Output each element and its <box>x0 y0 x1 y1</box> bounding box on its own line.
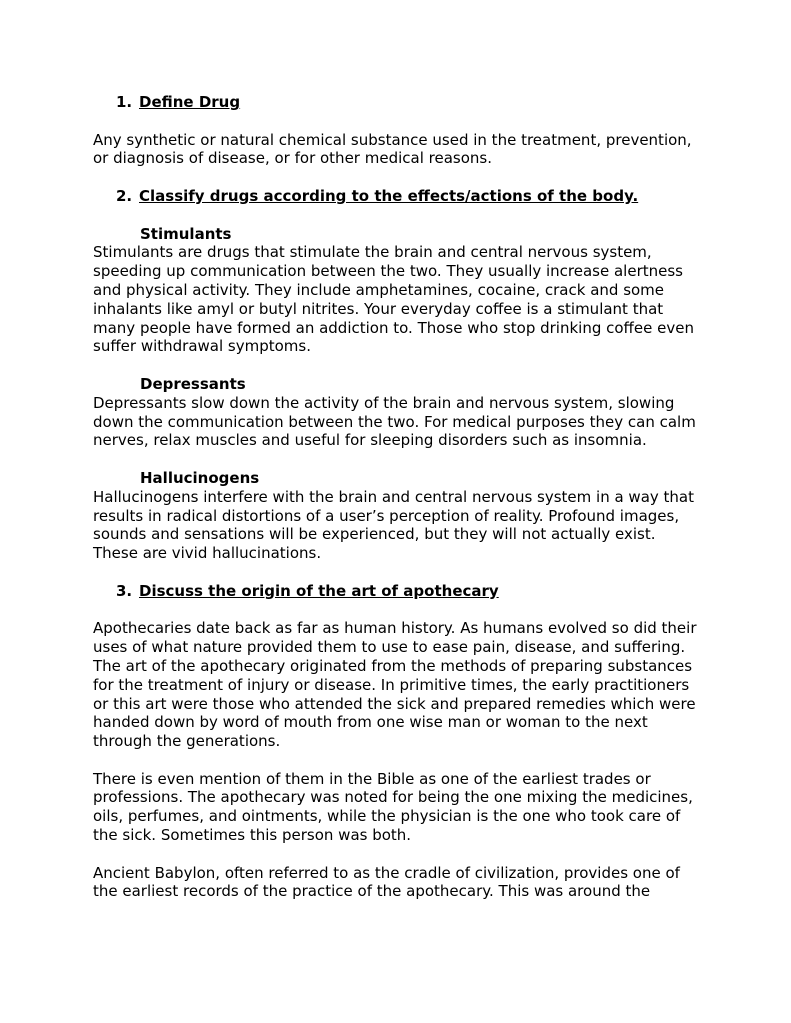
stimulants-heading: Stimulants <box>140 224 232 243</box>
apothecary-paragraph-3: Ancient Babylon, often referred to as the cradle of civilization, provides one of the earliest records of the practice of the apothecary. This was around the <box>93 863 680 901</box>
depressants-paragraph: Depressants slow down the activity of the brain and nervous system, slowing down the communication between the two. For medical purposes they can calm nerves, relax muscles and useful for sleeping disorders such as insomnia. <box>93 393 696 450</box>
stimulants-paragraph: Stimulants are drugs that stimulate the brain and central nervous system, speeding up communication between the two. They usually increase alertness and physical activity. They include amphetamines, cocaine, crack and some inhalants like amyl or butyl nitrites. Your everyday coffee is a stimulant that many people have formed an addiction to. Those who stop drinking coffee even suffer withdrawal symptoms. <box>93 243 694 356</box>
spacer <box>93 112 705 131</box>
spacer <box>93 168 705 187</box>
spacer <box>93 450 705 469</box>
hallucinogens-paragraph: Hallucinogens interfere with the brain and central nervous system in a way that results in radical distortions of a user’s perception of reality. Profound images, sounds and sensations will be experienced, but they will not actually exist. These are vivid hallucinations. <box>93 487 695 563</box>
section-2-heading <box>93 187 705 206</box>
section-1-heading <box>93 93 705 112</box>
spacer <box>93 845 705 864</box>
section-number: 3. <box>116 581 133 600</box>
section-number: 1. <box>116 93 133 111</box>
document-page <box>93 93 705 901</box>
section-title: Discuss the origin of the art of apothecary <box>139 581 499 600</box>
depressants-heading: Depressants <box>140 374 246 393</box>
apothecary-paragraph-2: There is even mention of them in the Bible as one of the earliest trades or professions. The apothecary was noted for being the one mixing the medicines, oils, perfumes, and ointments, while the physician is the one who took care of the sick. Sometimes this person was both. <box>93 769 693 845</box>
spacer <box>93 563 705 582</box>
section-number: 2. <box>116 186 133 205</box>
hallucinogens-heading: Hallucinogens <box>140 468 260 487</box>
apothecary-paragraph-1: Apothecaries date back as far as human history. As humans evolved so did their uses of what nature provided them to use to ease pain, disease, and suffering. The art of the apothecary originated from the methods of preparing substances for the treatment of injury or disease. In primitive times, the early practitioners or this art were those who attended the sick and prepared remedies which were handed down by word of mouth from one wise man or woman to the next through the generations. <box>93 619 697 751</box>
section-3-heading <box>93 582 705 601</box>
definition-paragraph: Any synthetic or natural chemical substance used in the treatment, prevention, or diagnosis of disease, or for other medical reasons. <box>93 130 692 168</box>
section-title: Classify drugs according to the effects/actions of the body. <box>139 186 639 205</box>
spacer <box>93 206 705 225</box>
spacer <box>93 356 705 375</box>
section-title: Define Drug <box>139 93 241 111</box>
spacer <box>93 601 705 620</box>
spacer <box>93 751 705 770</box>
